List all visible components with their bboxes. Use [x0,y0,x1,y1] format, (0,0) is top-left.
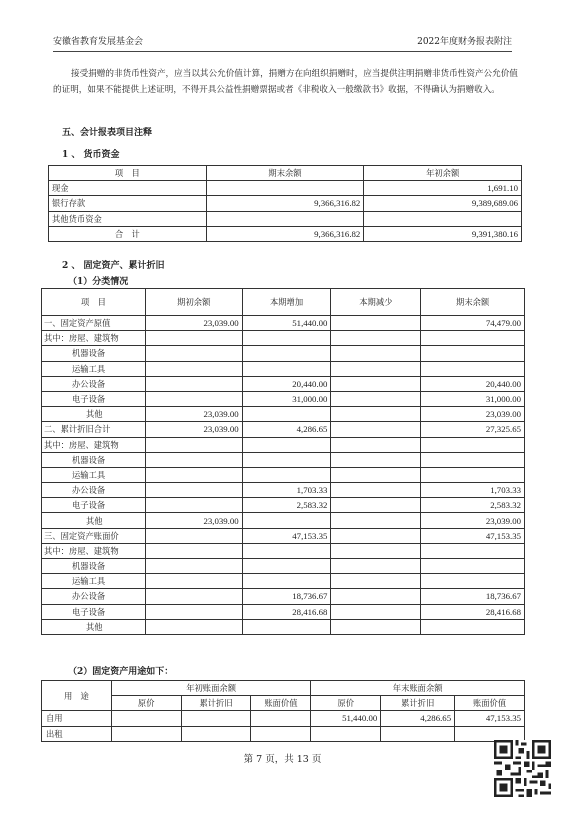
table-cell [242,452,331,467]
table-cell: 1,703.33 [421,483,525,498]
table-cell [181,711,251,726]
table-row [42,619,525,634]
table-cell [331,452,421,467]
table-cell [381,726,455,741]
table-cell [242,346,331,361]
table-cell: 电子设备 [42,604,146,619]
table-cell: 9,366,316.82 [206,226,364,241]
cash-header-end: 期末余额 [206,166,364,181]
table-cell [145,574,242,589]
table-cell: 电子设备 [42,391,146,406]
table-cell [145,604,242,619]
table-row [42,346,525,361]
table-cell [242,574,331,589]
table-cell [145,559,242,574]
usage-subheader: 累计折旧 [181,696,251,711]
table-cell [331,604,421,619]
table-cell: 4,286.65 [381,711,455,726]
table-cell: 运输工具 [42,574,146,589]
table-cell [111,726,181,741]
usage-subheader: 原价 [111,696,181,711]
table-cell: 其他 [42,619,146,634]
table-cell: 自用 [42,711,112,726]
org-name: 安徽省教育发展基金会 [53,37,144,47]
table-cell [331,498,421,513]
table-cell: 27,325.65 [421,422,525,437]
table-row [42,316,525,331]
table-cell [364,211,522,226]
table-cell: 2,583.32 [421,498,525,513]
table-row [42,437,525,452]
table-cell [145,361,242,376]
table-row [42,711,525,726]
fixed-header-end: 期末余额 [421,289,525,316]
table-cell: 18,736.67 [421,589,525,604]
table-cell: 47,153.35 [421,528,525,543]
table-cell: 23,039.00 [421,513,525,528]
table-row [42,589,525,604]
report-title: 2022年度财务报表附注 [417,37,512,47]
table-cell: 4,286.65 [242,422,331,437]
table-cell [421,559,525,574]
table-cell [145,452,242,467]
table-cell [421,361,525,376]
table-cell [455,726,525,741]
usage-header-use: 用 途 [42,681,112,711]
table-cell: 74,479.00 [421,316,525,331]
fixed-header-decrease: 本期减少 [331,289,421,316]
table-cell: 51,440.00 [242,316,331,331]
table-cell [421,437,525,452]
table-cell [145,483,242,498]
table-cell [421,619,525,634]
fixed-header-increase: 本期增加 [242,289,331,316]
table-cell: 机器设备 [42,346,146,361]
table-cell [331,346,421,361]
table-cell: 办公设备 [42,376,146,391]
table-cell [242,619,331,634]
table-cell [421,467,525,482]
table-cell [145,528,242,543]
table-cell: 1,691.10 [364,181,522,196]
table-cell: 31,000.00 [421,391,525,406]
table-row [42,498,525,513]
table-cell: 47,153.35 [455,711,525,726]
table-cell: 现金 [49,181,207,196]
table-row [42,467,525,482]
table-cell: 28,416.68 [242,604,331,619]
table-cell [145,437,242,452]
table-row [42,543,525,558]
table-cell [242,467,331,482]
table-cell [181,726,251,741]
usage-subheader: 账面价值 [455,696,525,711]
table-row [49,226,522,241]
table-row [42,604,525,619]
table-row [42,513,525,528]
table-cell: 银行存款 [49,196,207,211]
table-cell: 办公设备 [42,589,146,604]
table-cell: 其中：房屋、建筑物 [42,437,146,452]
table-cell: 23,039.00 [145,422,242,437]
table-cell: 运输工具 [42,361,146,376]
usage-subheader: 账面价值 [251,696,311,711]
table-row [42,528,525,543]
table-cell [331,483,421,498]
table-cell [145,346,242,361]
table-cell [421,452,525,467]
table-cell [242,513,331,528]
section-title: 五、会计报表项目注释 [62,128,153,138]
table-row [42,407,525,422]
table-cell [251,726,311,741]
table-cell: 办公设备 [42,483,146,498]
usage-header-begin-group: 年初账面余额 [111,681,311,696]
table-cell: 运输工具 [42,467,146,482]
table-cell: 9,391,380.16 [364,226,522,241]
table-cell: 23,039.00 [145,513,242,528]
table-cell [421,346,525,361]
table-cell [331,331,421,346]
table-row [42,452,525,467]
table-cell: 一、固定资产原值 [42,316,146,331]
table-cell: 31,000.00 [242,391,331,406]
table-cell [242,543,331,558]
table-row [42,574,525,589]
table-cell [242,559,331,574]
table-cell [145,619,242,634]
table-row [42,422,525,437]
page-number: 第 7 页，共 13 页 [243,754,322,765]
table-cell [331,467,421,482]
table-row [42,726,525,741]
table-cell: 2,583.32 [242,498,331,513]
table-cell: 其他货币资金 [49,211,207,226]
table-cell [421,574,525,589]
fixed-header-begin: 期初余额 [145,289,242,316]
table-cell [145,391,242,406]
table-cell [242,407,331,422]
table-cell: 23,039.00 [145,407,242,422]
table-cell [421,543,525,558]
qr-code-icon [494,740,551,797]
cash-header-begin: 年初余额 [364,166,522,181]
table-cell [111,711,181,726]
table-cell: 23,039.00 [145,316,242,331]
cash-title: 1 、 货币资金 [62,150,120,160]
usage-table [41,680,525,742]
table-cell [331,391,421,406]
table-cell: 1,703.33 [242,483,331,498]
table-cell [145,376,242,391]
usage-title: （2）固定资产用途如下： [68,667,174,677]
table-cell: 其中：房屋、建筑物 [42,543,146,558]
table-cell [331,513,421,528]
table-cell [331,422,421,437]
table-cell: 28,416.68 [421,604,525,619]
table-row [49,181,522,196]
table-cell: 9,389,689.06 [364,196,522,211]
fixed-assets-table [41,288,525,635]
table-cell [331,528,421,543]
table-row [49,196,522,211]
table-cell: 出租 [42,726,112,741]
table-cell: 机器设备 [42,452,146,467]
table-cell [311,726,381,741]
table-row [42,559,525,574]
table-row [42,331,525,346]
table-cell [331,316,421,331]
table-row [42,361,525,376]
table-cell [206,211,364,226]
table-cell [145,498,242,513]
table-cell [331,559,421,574]
table-cell [331,574,421,589]
intro-paragraph: 接受捐赠的非货币性资产，应当以其公允价值计算，捐赠方在向组织捐赠时，应当提供注明捐赠非货币性资产公允价值的证明，如果不能提供上述证明，不得开具公益性捐赠票据或者《非税收入一般缴款书》收据，不得确认为捐赠收入。 [53,69,518,95]
table-cell [421,331,525,346]
table-cell: 18,736.67 [242,589,331,604]
table-cell [331,589,421,604]
table-cell [331,376,421,391]
table-cell [331,361,421,376]
table-cell [331,407,421,422]
classification-subtitle: （1）分类情况 [68,277,129,287]
usage-header-end-group: 年末账面余额 [311,681,525,696]
table-cell [251,711,311,726]
table-cell: 9,366,316.82 [206,196,364,211]
table-cell: 47,153.35 [242,528,331,543]
cash-header-item: 项 目 [49,166,207,181]
cash-table [48,165,522,242]
table-cell [145,589,242,604]
table-cell: 其他 [42,513,146,528]
page-header [53,32,512,52]
table-row [49,211,522,226]
table-cell: 23,039.00 [421,407,525,422]
table-cell [331,543,421,558]
table-cell: 二、累计折旧合计 [42,422,146,437]
table-cell [145,543,242,558]
usage-subheader: 累计折旧 [381,696,455,711]
table-cell: 合 计 [49,226,207,241]
table-cell: 机器设备 [42,559,146,574]
table-cell [242,361,331,376]
table-cell [145,331,242,346]
table-cell: 其他 [42,407,146,422]
usage-subheader: 原价 [311,696,381,711]
table-row [42,483,525,498]
table-cell [331,619,421,634]
fixed-header-item: 项 目 [42,289,146,316]
table-cell [242,331,331,346]
table-cell: 20,440.00 [242,376,331,391]
table-row [42,391,525,406]
table-cell [242,437,331,452]
table-cell: 电子设备 [42,498,146,513]
table-cell: 20,440.00 [421,376,525,391]
table-cell [206,181,364,196]
table-cell [331,437,421,452]
table-row [42,376,525,391]
fixed-assets-title: 2 、 固定资产、累计折旧 [62,261,165,271]
table-cell [145,467,242,482]
table-cell: 其中：房屋、建筑物 [42,331,146,346]
table-cell: 三、固定资产账面价 [42,528,146,543]
table-cell: 51,440.00 [311,711,381,726]
